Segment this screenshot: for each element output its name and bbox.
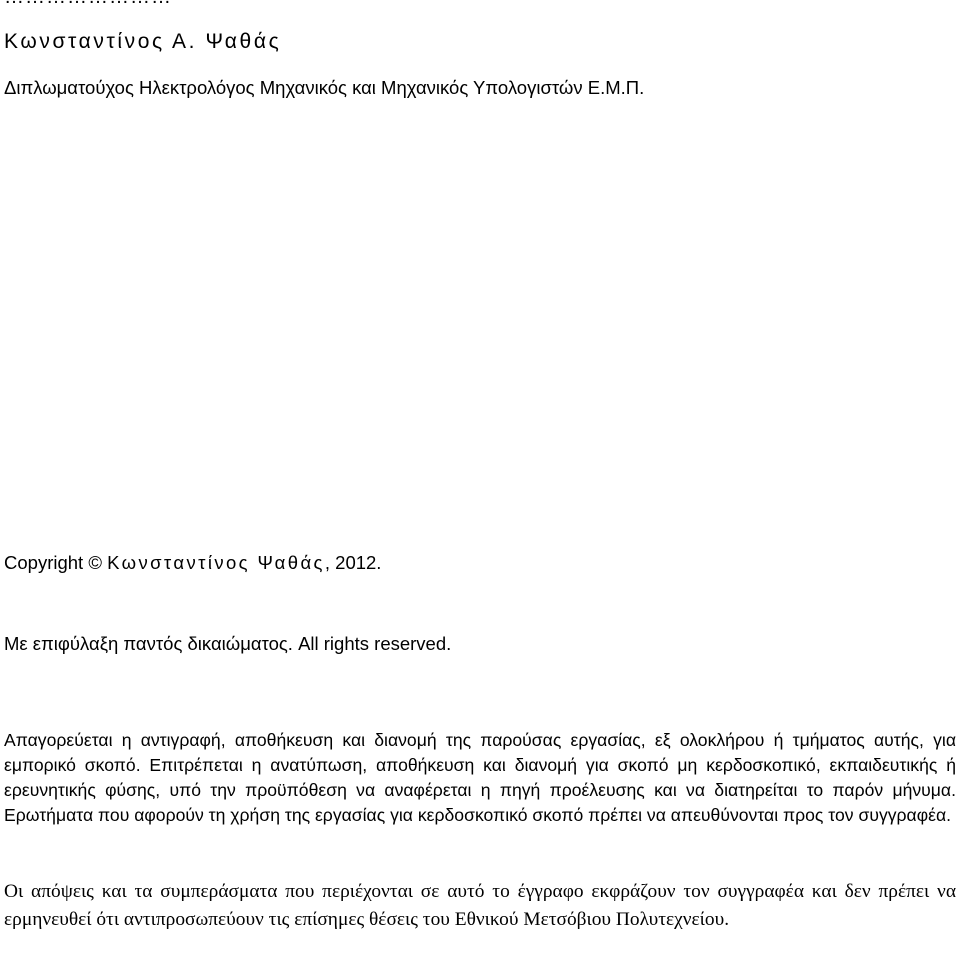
copyright-line	[4, 552, 381, 574]
rights-reserved: Με επιφύλαξη παντός δικαιώματος. All rights reserved.	[4, 633, 452, 654]
copyright-holder: Κωνσταντίνος Ψαθάς	[107, 552, 325, 573]
disclaimer-notice: Οι απόψεις και τα συμπεράσματα που περιέχονται σε αυτό το έγγραφο εκφράζουν τον συγγραφέα και δεν πρέπει να ερμηνευθεί ότι αντιπροσωπεύουν τις επίσημες θέσεις του Εθνικού Μετσόβιου Πολυτεχνείου.	[4, 881, 956, 930]
author-degree: Διπλωματούχος Ηλεκτρολόγος Μηχανικός και Μηχανικός Υπολογιστών Ε.Μ.Π.	[4, 77, 645, 98]
legal-notice: Απαγορεύεται η αντιγραφή, αποθήκευση και διανομή της παρούσας εργασίας, εξ ολοκλήρου ή τμήματος αυτής, για εμπορικό σκοπό. Επιτρέπεται η ανατύπωση, αποθήκευση και διανομή για σκοπό μη κερδοσκοπικό, εκπαιδευτικής ή ερευνητικής φύσης, υπό την προϋπόθεση να αναφέρεται η πηγή προέλευσης και να διατηρείται το παρόν μήνυμα. Ερωτήματα που αφορούν τη χρήση της εργασίας για κερδοσκοπικό σκοπό πρέπει να απευθύνονται προς τον συγγραφέα.	[4, 730, 956, 825]
copyright-prefix: Copyright ©	[4, 552, 102, 573]
copyright-year: , 2012.	[324, 552, 382, 573]
author-name: Κωνσταντίνος Α. Ψαθάς	[4, 30, 282, 53]
signature-dots	[4, 0, 172, 9]
